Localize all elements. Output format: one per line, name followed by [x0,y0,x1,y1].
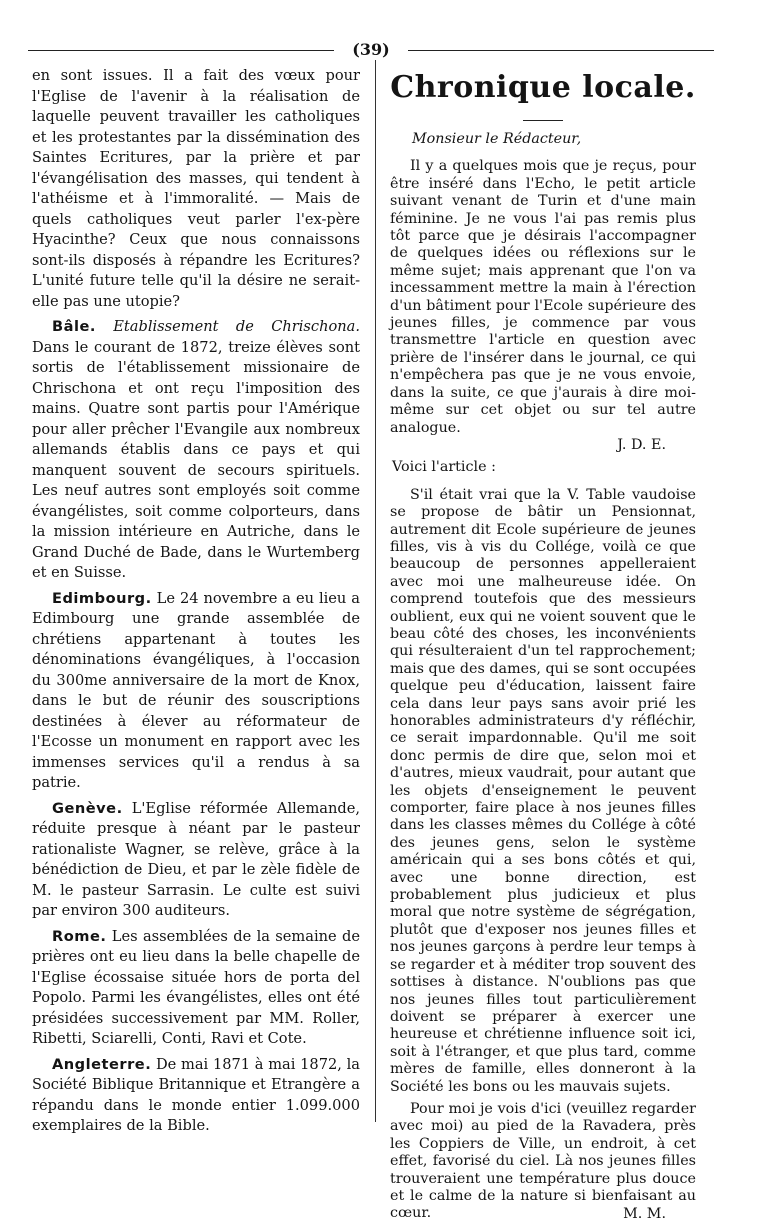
entry-text: Les assemblées de la semaine de prières ont eu lieu dans la belle chapelle de l'Eglise écossaise située hors de porta del Popolo. Parmi les évangélistes, elles ont été présidées successivement par MM. Roller, Ribetti, Sciarelli, Conti, Ravi et Cote. [32,927,360,1047]
news-entry-edimbourg [32,589,360,794]
news-entry-bale [32,317,360,584]
article-paragraph-2: Pour moi je vois d'ici (veuillez regarder avec moi) au pied de la Ravadera, près les Coppiers de Ville, un endroit, à cet effet, favorisé du ciel. Là nos jeunes filles trouveraient une température plus douce et le calme de la nature si bienfaisant au cœur. [390,1100,696,1222]
article-signature: M. M. [623,1205,666,1222]
entry-place: Angleterre. [52,1055,152,1073]
entry-place: Rome. [52,927,107,945]
news-entry-angleterre [32,1055,360,1137]
right-column [390,66,696,1223]
page-number: (39) [346,40,395,59]
entry-place: Edimbourg. [52,589,152,607]
header-rule-left [28,50,334,51]
letter-signature: J. D. E. [617,436,666,453]
news-entry-rome [32,927,360,1050]
entry-text: Le 24 novembre a eu lieu a Edimbourg une grande assemblée de chrétiens appartenant à toutes les dénominations évangéliques, à l'occasion du 300me anniversaire de la mort de Knox, dans le but de réunir des souscriptions destinées à élever au réformateur de l'Ecosse un monument en rapport avec les immenses services qu'il a rendus à sa patrie. [32,589,360,791]
article-intro: Voici l'article : [392,459,496,476]
entry-subtitle: Etablissement de Chrischona. [113,318,360,335]
news-entry-geneve [32,799,360,922]
intro-paragraph: en sont issues. Il a fait des vœux pour l'Eglise de l'avenir à la réalisation de laquelle peuvent travailler les catholiques et les protestantes par la dissémination des Saintes Ecritures, par la prière et par l'évangélisation des masses, qui tendent à l'athéisme et à l'immoralité. — Mais de quels catholiques veut parler l'ex-père Hyacinthe? Ceux que nous connaissons sont-ils disposés à répandre les Ecritures? L'unité future telle qu'il la désire ne serait-elle pas une utopie? [32,67,360,310]
article-paragraph-1: S'il était vrai que la V. Table vaudoise se propose de bâtir un Pensionnat, autrement dit Ecole supérieure de jeunes filles, vis à vis du Collége, voilà ce que beaucoup de personnes appelleraient avec moi une malheureuse idée. On comprend toutefois que des messieurs oublient, eux qui ne voient souvent que le beau côté des choses, les inconvénients qui résulteraient d'un tel rapprochement; mais que des dames, qui se sont occupées quelque peu d'éducation, laissent faire cela dans leur pays sans avoir prié les honorables administrateurs d'y réfléchir, ce serait impardonnable. Qu'il me soit donc permis de dire que, selon moi et d'autres, mieux vaudrait, pour autant que les objets d'enseignement le peuvent comporter, faire place à nos jeunes filles dans les classes mêmes du Collége à côté des jeunes gens, selon le système américain qui a ses bons côtés et qui, avec une bonne direction, est probablement plus judicieux et plus moral que notre système de ségrégation, plutôt que d'exposer nos jeunes filles et nos jeunes garçons à perdre leur temps à se regarder et à méditer trop souvent des sottises à distance. N'oublions pas que nos jeunes filles tout particulièrement doivent se préparer à exercer une heureuse et chrétienne influence soit ici, soit à l'étranger, et que plus tard, comme mères de famille, elles donneront à la Société les bons ou les mauvais sujets. [390,486,697,1095]
header-rule-right [408,50,714,51]
salutation: Monsieur le Rédacteur, [412,131,582,147]
column-divider [375,60,376,1122]
entry-text: De mai 1871 à mai 1872, la Société Biblique Britannique et Etrangère a répandu dans le monde entier 1.099.000 exemplaires de la Bible. [32,1055,360,1134]
page-number-header [28,40,714,60]
left-column [32,66,360,1137]
entry-text: L'Eglise réformée Allemande, réduite presque à néant par le pasteur rationaliste Wagner, se relève, grâce à la bénédiction de Dieu, et par le zèle fidèle de M. le pasteur Sarrasin. Le culte est suivi par environ 300 auditeurs. [32,799,360,919]
title-rule [523,120,563,121]
section-title: Chronique locale. [390,70,696,105]
entry-place: Genève. [52,799,123,817]
letter-paragraph: Il y a quelques mois que je reçus, pour être inséré dans l'Echo, le petit article suivant venant de Turin et d'une main féminine. Je ne vous l'ai pas remis plus tôt parce que je désirais l'accompagner de quelques idées ou réflexions sur le même sujet; mais apprenant que l'on va incessamment mettre la main à l'érection d'un bâtiment pour l'Ecole supérieure des jeunes filles, je commence par vous transmettre l'article en question avec prière de l'insérer dans le journal, ce qui n'empêchera pas que je ne vous envoie, dans la suite, ce que j'aurais à dire moi-même sur cet objet ou sur tel autre analogue. [390,158,696,436]
entry-place: Bâle. [52,318,96,335]
entry-text: Dans le courant de 1872, treize élèves sont sortis de l'établissement missionaire de Chrischona et ont reçu l'imposition des mains. Quatre sont partis pour l'Amérique pour aller prêcher l'Evangile aux nombreux allemands établis dans ce pays et qui manquent souvent de secours spirituels. Les neuf autres sont employés soit comme évangélistes, soit comme colporteurs, dans la mission intérieure en Autriche, dans le Grand Duché de Bade, dans le Wurtemberg et en Suisse. [32,338,360,581]
